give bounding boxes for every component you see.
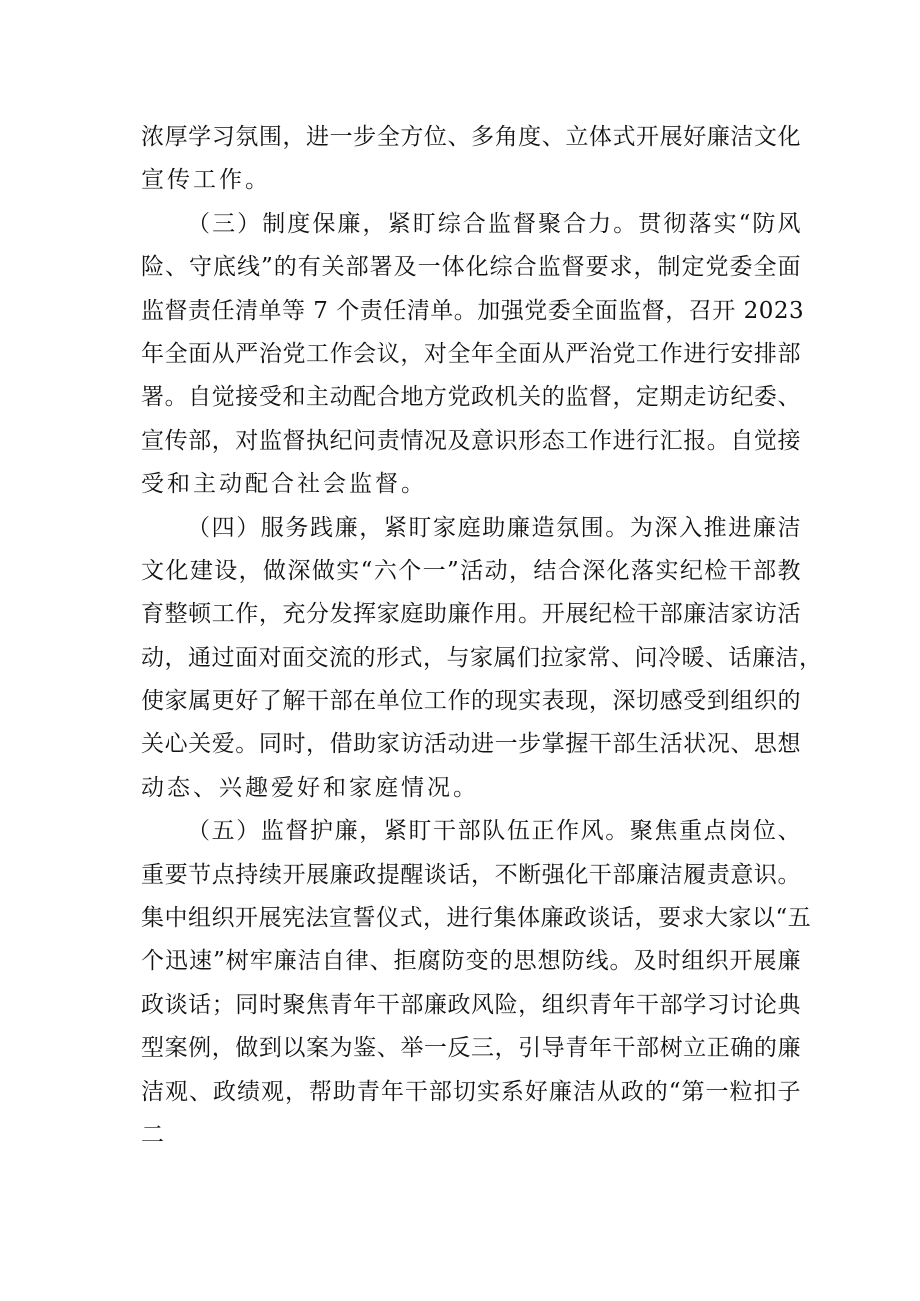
body-text: [141, 116, 823, 1157]
text-line: 受和主动配合社会监督。: [141, 471, 427, 498]
text-line: 关心关爱。同时，借助家访活动进一步掌握干部生活状况、思想: [141, 731, 801, 758]
text-line: 集中组织开展宪法宣誓仪式，进行集体廉政谈话，要求大家以“五: [141, 905, 812, 932]
text-line: 监督责任清单等 7 个责任清单。加强党委全面监督，召开 2023: [141, 297, 805, 324]
text-line: 年全面从严治党工作会议，对全年全面从严治党工作进行安排部: [141, 340, 801, 367]
text-line: 宣传部，对监督执纪问责情况及意识形态工作进行汇报。自觉接: [141, 427, 801, 454]
text-line: （五）监督护廉，紧盯干部队伍正作风。聚焦重点岗位、: [187, 818, 801, 845]
text-line: 型案例，做到以案为鉴、举一反三，引导青年干部树立正确的廉: [141, 1035, 801, 1062]
text-line: 育整顿工作，充分发挥家庭助廉作用。开展纪检干部廉洁家访活: [141, 601, 801, 628]
text-line: 政谈话；同时聚焦青年干部廉政风险，组织青年干部学习讨论典: [141, 991, 801, 1018]
text-line: 浓厚学习氛围，进一步全方位、多角度、立体式开展好廉洁文化: [141, 124, 801, 150]
text-line: 个迅速”树牢廉洁自律、拒腐防变的思想防线。及时组织开展廉: [141, 948, 801, 975]
text-line: 文化建设，做深做实“六个一”活动，结合深化落实纪检干部教: [141, 557, 801, 584]
text-line: 洁观、政绩观，帮助青年干部切实系好廉洁从政的“第一粒扣子: [141, 1078, 801, 1105]
text-line: （三）制度保廉，紧盯综合监督聚合力。贯彻落实“防风: [187, 210, 801, 237]
text-line: 使家属更好了解干部在单位工作的现实表现，深切感受到组织的: [141, 688, 801, 715]
text-line: 重要节点持续开展廉政提醒谈话，不断强化干部廉洁履责意识。: [141, 861, 801, 888]
text-line: 宣传工作。: [141, 167, 271, 194]
text-line: 二: [141, 1121, 167, 1148]
text-line: 险、守底线”的有关部署及一体化综合监督要求，制定党委全面: [141, 254, 801, 281]
text-line: 署。自觉接受和主动配合地方党政机关的监督，定期走访纪委、: [141, 384, 801, 411]
text-line: 动，通过面对面交流的形式，与家属们拉家常、问冷暖、话廉洁，: [141, 644, 823, 671]
text-line: 动态、兴趣爱好和家庭情况。: [141, 774, 479, 801]
text-line: （四）服务践廉，紧盯家庭助廉造氛围。为深入推进廉洁: [187, 514, 801, 541]
